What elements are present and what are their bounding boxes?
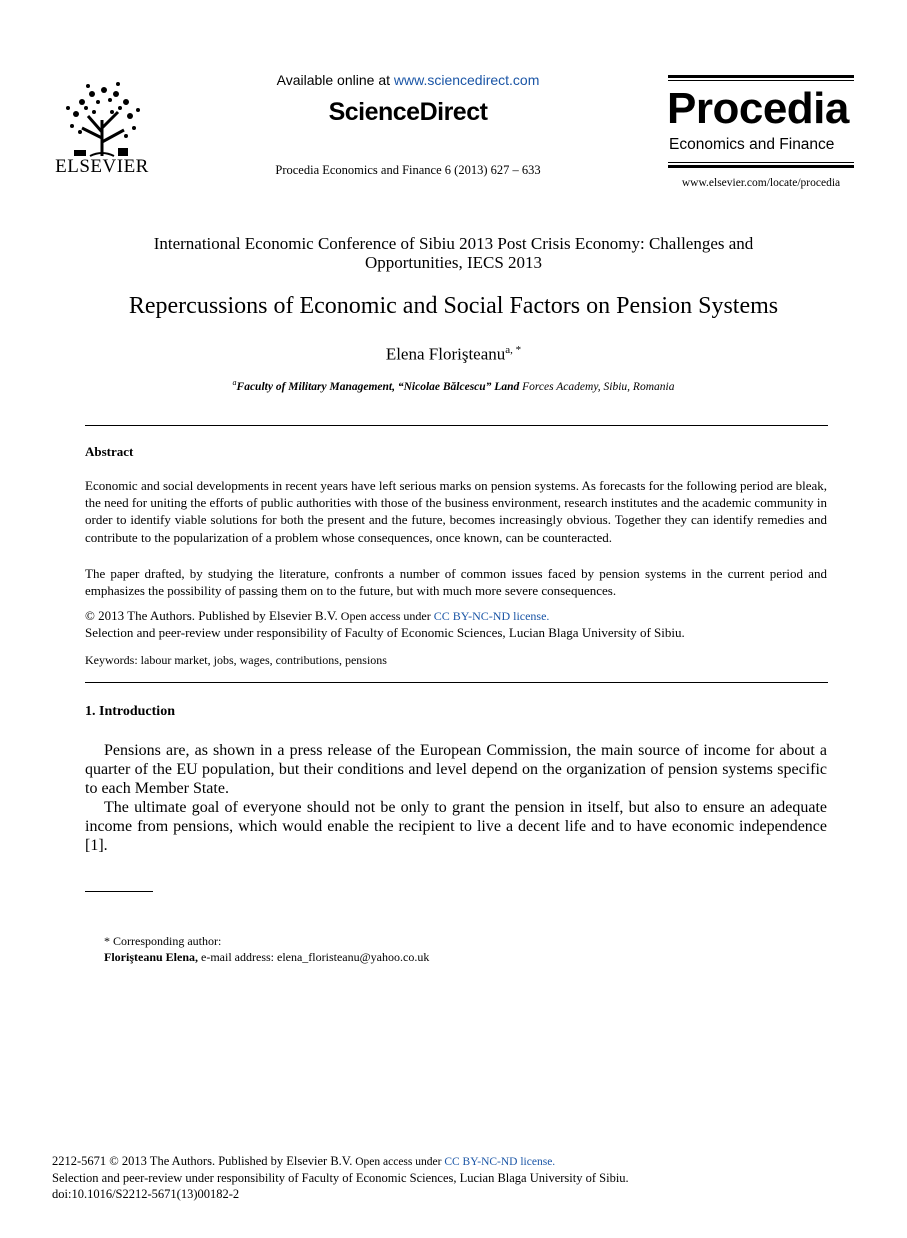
affiliation-institution: Faculty of Military Management, “Nicolae Bălcescu” Land	[236, 380, 520, 393]
affiliation-location: Forces Academy, Sibiu, Romania	[519, 380, 675, 393]
copyright-line	[85, 608, 549, 624]
footer-issn-line	[52, 1154, 555, 1169]
journal-reference: Procedia Economics and Finance 6 (2013) 627 – 633	[275, 163, 541, 177]
author-email-note	[104, 950, 429, 965]
footer-open-access: Open access under	[352, 1156, 445, 1168]
publisher-wordmark: ELSEVIER	[55, 156, 149, 177]
sciencedirect-link[interactable]: www.sciencedirect.com	[393, 72, 540, 88]
procedia-rule	[668, 75, 854, 78]
abstract-paragraph: Economic and social developments in recent years have left serious marks on pension systems. As forecasts for the following period are bleak, the need for uniting the efforts of public authorities with those of the business environment, research institutes and the academic community in order to identify viable solutions for both the present and the future, becomes increasingly obvious. Together they can identify remedies and contribute to the popularization of a problem whose consequences, once known, can be counteracted.	[85, 478, 828, 545]
body-paragraph: Pensions are, as shown in a press release of the European Commission, the main source of income for about a quarter of the EU population, but their conditions and level depend on the organization of pension systems specific to each Member State.	[85, 742, 827, 797]
procedia-logo-subtitle: Economics and Finance	[669, 136, 835, 153]
copyright-text: © 2013 The Authors. Published by Elsevier B.V.	[85, 608, 338, 623]
footer-license-link[interactable]: CC BY-NC-ND license.	[444, 1156, 556, 1168]
affiliation	[80, 378, 827, 393]
conference-line: International Economic Conference of Sibiu 2013 Post Crisis Economy: Challenges and	[153, 234, 754, 253]
abstract-heading: Abstract	[85, 444, 134, 459]
divider	[85, 425, 828, 426]
abstract-paragraph: The paper drafted, by studying the literature, confronts a number of common issues faced by pension systems in the current period and emphasizes the possibility of passing them on to the future, but with much more severe consequences.	[85, 566, 827, 599]
affiliation-superscript: a	[232, 378, 237, 387]
procedia-url[interactable]: www.elsevier.com/locate/procedia	[681, 177, 841, 189]
available-prefix: Available online at	[276, 72, 390, 88]
author-superscript: a, *	[505, 344, 522, 356]
author-name-bold: Florişteanu Elena,	[104, 950, 199, 964]
procedia-rule	[668, 162, 854, 163]
keywords: Keywords: labour market, jobs, wages, contributions, pensions	[85, 653, 387, 667]
license-link[interactable]: CC BY-NC-ND license.	[433, 609, 550, 623]
open-access-text: Open access under	[337, 609, 434, 623]
procedia-logo-title: Procedia	[667, 84, 849, 133]
footnote-rule	[85, 891, 153, 892]
conference-line: Opportunities, IECS 2013	[364, 253, 543, 272]
body-paragraph: The ultimate goal of everyone should not be only to grant the pension in itself, but also to ensure an adequate income from pensions, which would enable the recipient to live a decent life and to have economic independence [1].	[85, 799, 827, 854]
conference-name	[80, 234, 827, 272]
section-heading: 1. Introduction	[85, 704, 175, 719]
procedia-rule	[668, 165, 854, 168]
author-name: Elena Florişteanu	[385, 344, 506, 364]
email-text: e-mail address: elena_floristeanu@yahoo.co.uk	[198, 950, 430, 964]
peer-review-statement: Selection and peer-review under responsibility of Faculty of Economic Sciences, Lucian Blaga University of Sibiu.	[85, 625, 685, 640]
author-line	[80, 344, 827, 365]
procedia-rule	[668, 80, 854, 81]
footer-doi[interactable]: doi:10.1016/S2212-5671(13)00182-2	[52, 1187, 240, 1201]
corresponding-author-note: * Corresponding author:	[104, 934, 222, 948]
available-online-line	[200, 72, 616, 88]
paper-title: Repercussions of Economic and Social Factors on Pension Systems	[128, 293, 779, 319]
footer-peer-review: Selection and peer-review under responsibility of Faculty of Economic Sciences, Lucian Blaga University of Sibiu.	[52, 1171, 629, 1185]
divider	[85, 682, 828, 683]
footer-copyright: 2212-5671 © 2013 The Authors. Published by Elsevier B.V.	[52, 1154, 353, 1168]
sciencedirect-logo: ScienceDirect	[328, 98, 488, 126]
